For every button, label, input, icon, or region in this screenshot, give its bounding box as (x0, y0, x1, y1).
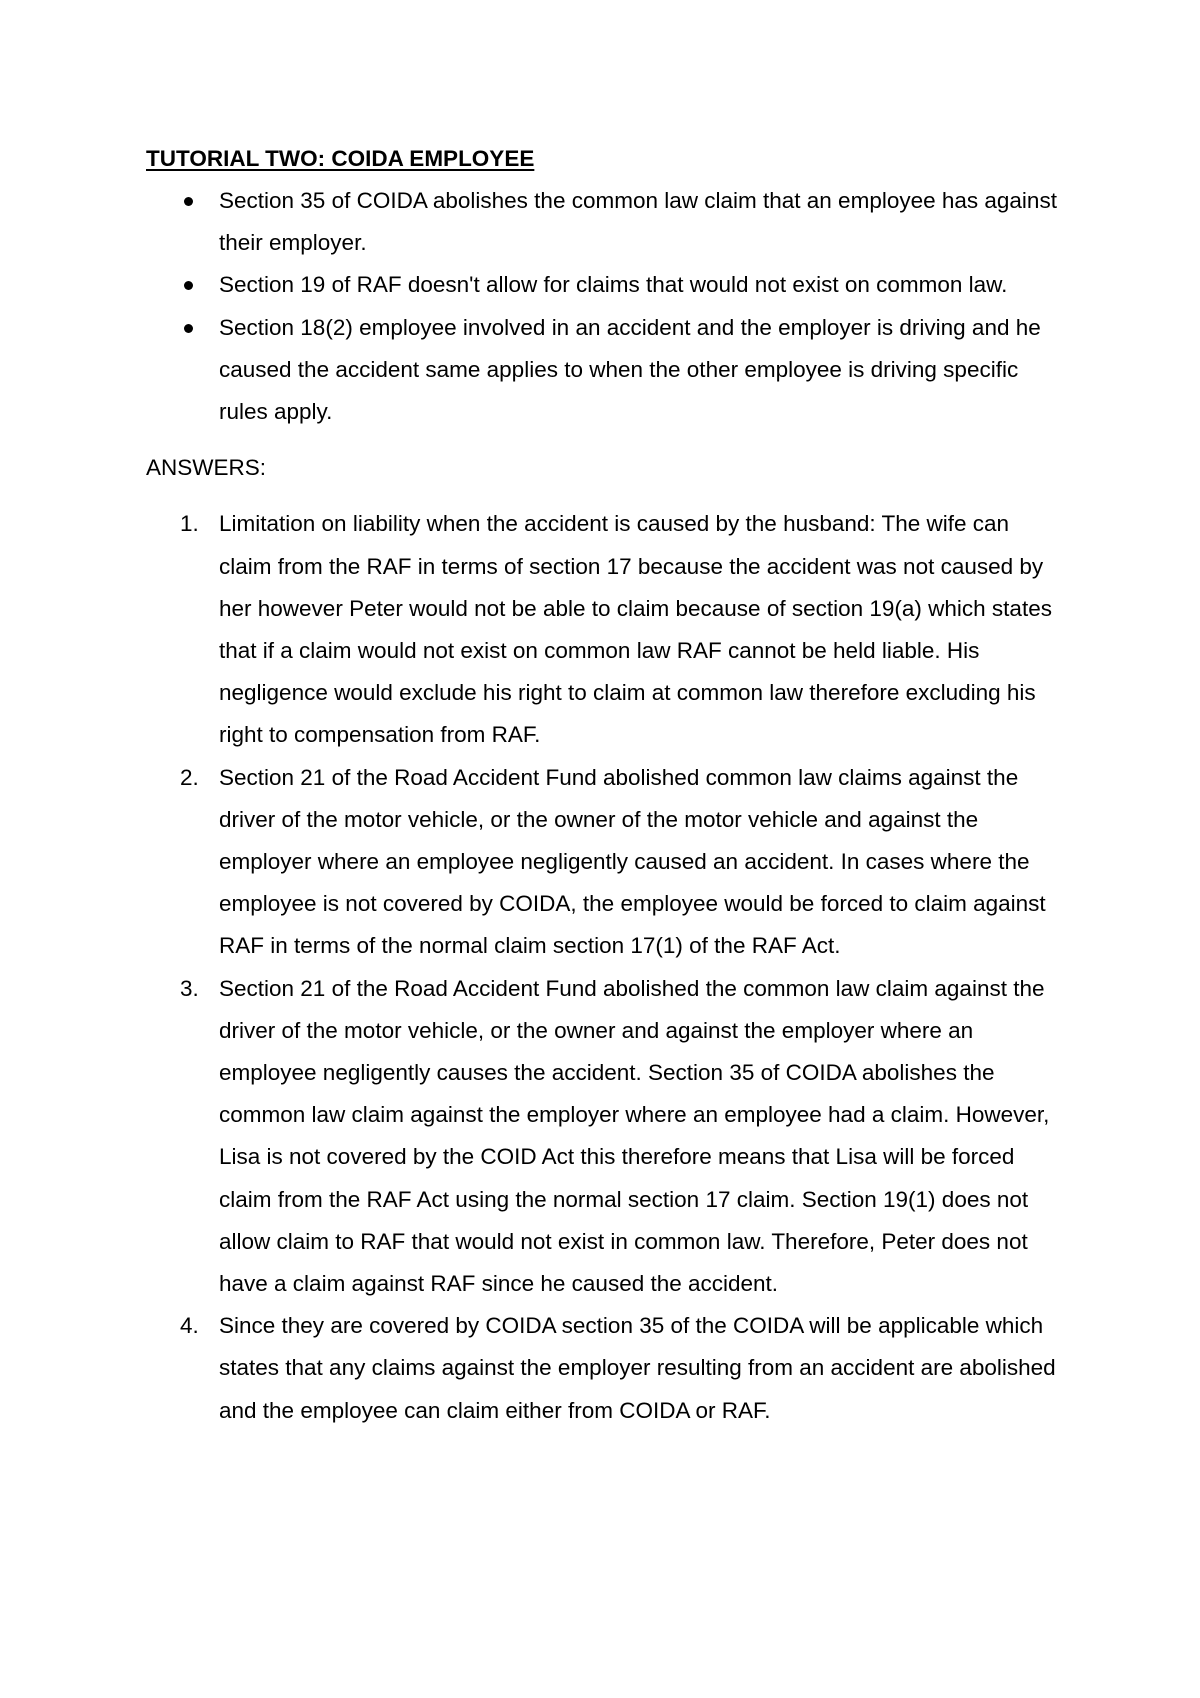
answer-text: Section 21 of the Road Accident Fund abolished common law claims against the driver of the motor vehicle, or the owner of the motor vehicle and against the employer where an employee negligently caused an accident. In cases where the employee is not covered by COIDA, the employee would be forced to claim against RAF in terms of the normal claim section 17(1) of the RAF Act. (219, 764, 1046, 959)
answer-number: 1. (180, 511, 199, 537)
bullet-icon (184, 197, 193, 206)
bullet-icon (184, 281, 193, 290)
bullet-item (146, 180, 1066, 264)
bullet-text: Section 19 of RAF doesn't allow for claims that would not exist on common law. (219, 272, 1008, 298)
answers-list (146, 503, 1066, 1431)
document-body (146, 138, 1066, 1432)
document-title: TUTORIAL TWO: COIDA EMPLOYEE (146, 146, 535, 171)
answer-item (146, 968, 1066, 1306)
answer-item (146, 1305, 1066, 1432)
notes-bullet-list (146, 180, 1066, 433)
bullet-text: Section 18(2) employee involved in an accident and the employer is driving and he caused the accident same applies to when the other employee is driving specific rules apply. (219, 314, 1041, 425)
bullet-item (146, 307, 1066, 434)
answer-item (146, 503, 1066, 756)
answer-item (146, 757, 1066, 968)
bullet-item (146, 264, 1066, 306)
answer-text: Limitation on liability when the accident is caused by the husband: The wife can claim from the RAF in terms of section 17 because the accident was not caused by her however Peter would not be able to claim because of section 19(a) which states that if a claim would not exist on common law RAF cannot be held liable. His negligence would exclude his right to claim at common law therefore excluding his right to compensation from RAF. (219, 511, 1052, 748)
answer-number: 4. (180, 1313, 199, 1339)
answer-number: 3. (180, 975, 199, 1001)
answer-text: Since they are covered by COIDA section 35 of the COIDA will be applicable which states that any claims against the employer resulting from an accident are abolished and the employee can claim either from COIDA or RAF. (219, 1313, 1056, 1423)
answers-heading: ANSWERS: (146, 455, 267, 481)
bullet-icon (184, 324, 193, 333)
answer-number: 2. (180, 764, 199, 790)
bullet-text: Section 35 of COIDA abolishes the common law claim that an employee has against their employer. (219, 188, 1057, 256)
answer-text: Section 21 of the Road Accident Fund abolished the common law claim against the driver of the motor vehicle, or the owner and against the employer where an employee negligently causes the accident. Section 35 of COIDA abolishes the common law claim against the employer where an employee had a claim. However, Lisa is not covered by the COID Act this therefore means that Lisa will be forced claim from the RAF Act using the normal section 17 claim. Section 19(1) does not allow claim to RAF that would not exist in common law. Therefore, Peter does not have a claim against RAF since he caused the accident. (219, 975, 1050, 1297)
